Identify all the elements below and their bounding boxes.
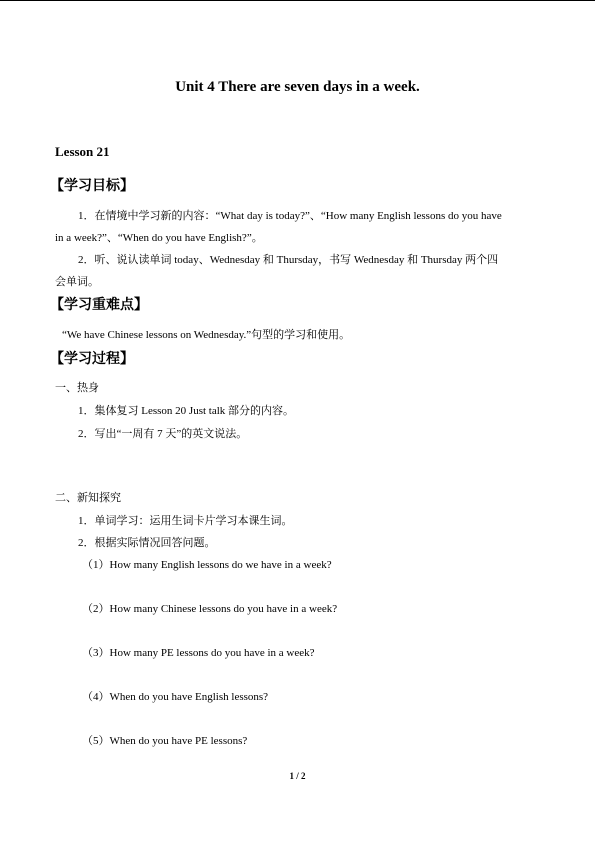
question-4: （4）When do you have English lessons?	[82, 691, 269, 703]
objective-item-1-line-2: in a week?”、“When do you have English?”。	[55, 232, 263, 244]
question-2: （2）How many Chinese lessons do you have in a week?	[82, 603, 338, 615]
process-part-1-item-2: 2．写出“一周有 7 天”的英文说法。	[78, 428, 248, 440]
document-title: Unit 4 There are seven days in a week.	[175, 79, 420, 95]
question-5: （5）When do you have PE lessons?	[82, 735, 248, 747]
section-heading-process: 【学习过程】	[50, 352, 134, 367]
section-heading-objectives: 【学习目标】	[50, 179, 134, 194]
process-part-2-item-1: 1．单词学习：运用生词卡片学习本课生词。	[78, 515, 293, 527]
question-3: （3）How many PE lessons do you have in a week?	[82, 647, 315, 659]
question-1: （1）How many English lessons do we have in a week?	[82, 559, 332, 571]
key-point-line: “We have Chinese lessons on Wednesday.”句型的学习和使用。	[62, 329, 351, 341]
objective-item-2-line-1: 2．听、说认读单词 today、Wednesday 和 Thursday，书写 Wednesday 和 Thursday 两个四	[78, 254, 499, 266]
process-part-2-item-2: 2．根据实际情况回答问题。	[78, 537, 216, 549]
page-number: 1 / 2	[289, 771, 306, 781]
section-heading-key-points: 【学习重难点】	[50, 298, 148, 313]
top-rule	[0, 0, 595, 1]
process-part-1-title: 一、热身	[55, 382, 99, 394]
lesson-heading: Lesson 21	[55, 144, 110, 159]
objective-item-2-line-2: 会单词。	[55, 276, 99, 288]
process-part-2-title: 二、新知探究	[55, 492, 121, 504]
process-part-1-item-1: 1．集体复习 Lesson 20 Just talk 部分的内容。	[78, 405, 295, 417]
objective-item-1-line-1: 1．在情境中学习新的内容：“What day is today?”、“How many English lessons do you have	[78, 210, 502, 222]
